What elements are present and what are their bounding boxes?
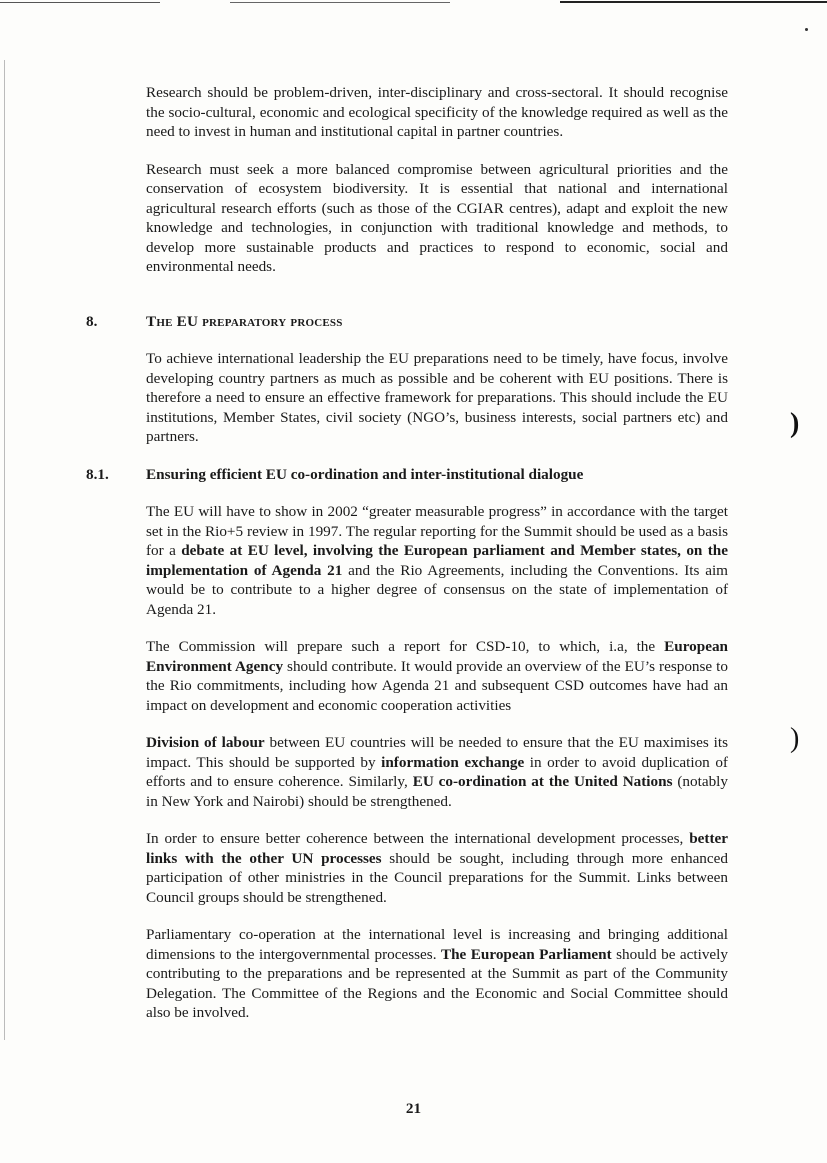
- emphasis-text: Division of labour: [146, 734, 265, 751]
- emphasis-text: better links with the other UN processes: [146, 830, 728, 867]
- document-body: [86, 83, 728, 1023]
- section-number: 8.: [86, 312, 98, 330]
- margin-bracket-mark: ): [790, 723, 800, 754]
- paragraph-international-leadership: To achieve international leadership the EU preparations need to be timely, have focus, involve developing country partners as much as possible and be coherent with EU positions. There is therefore a need to ensure an effective framework for preparations. This should include the EU institutions, Member States, civil society (NGO’s, business interests, social partners etc) and partners.: [146, 350, 728, 445]
- scan-speck: [805, 28, 808, 31]
- section-heading-8: [86, 312, 728, 332]
- emphasis-text: The European Parliament: [440, 945, 612, 963]
- page-number: 21: [405, 1100, 422, 1117]
- scan-edge-top-middle: [230, 2, 450, 3]
- emphasis-text: debate at EU level, involving the European parliament and Member states, on the implementation of Agenda 21: [146, 542, 728, 579]
- section-number: 8.1.: [86, 465, 109, 483]
- paragraph-commission-report: The Commission will prepare such a report for CSD-10, to which, i.a, the European Environment Agency should contribute. It would provide an overview of the EU’s response to the Rio commitments, including how Agenda 21 and subsequent CSD outcomes have had an impact on development and economic cooperation activities: [146, 638, 728, 714]
- paragraph-research-problem-driven: Research should be problem-driven, inter-disciplinary and cross-sectoral. It should recognise the socio-cultural, economic and ecological specificity of the knowledge required as well as the need to invest in human and institutional capital in partner countries.: [146, 84, 728, 140]
- emphasis-text: European Environment Agency: [146, 638, 728, 675]
- section-title: Ensuring efficient EU co-ordination and inter-institutional dialogue: [146, 465, 584, 483]
- emphasis-text: information exchange: [381, 753, 525, 771]
- scan-edge-left: [4, 60, 5, 1040]
- scan-edge-top-left: [0, 2, 160, 3]
- paragraph-division-of-labour: Division of labour between EU countries will be needed to ensure that the EU maximises its impact. This should be supported by information exchange in order to avoid duplication of efforts and to ensure coherence. Similarly, EU co-ordination at the United Nations (notably in New York and Nairobi) should be strengthened.: [146, 734, 728, 810]
- paragraph-better-coherence: In order to ensure better coherence between the international development processes, better links with the other UN processes should be sought, including through more enhanced participation of other ministries in the Council preparations for the Summit. Links between Council groups should be strengthened.: [146, 830, 728, 906]
- paragraph-parliamentary-cooperation: Parliamentary co-operation at the international level is increasing and bringing additional dimensions to the intergovernmental processes. The European Parliament should be actively contributing to the preparations and be represented at the Summit as part of the Community Delegation. The Committee of the Regions and the Economic and Social Committee should also be involved.: [146, 926, 728, 1021]
- section-heading-8-1: [86, 465, 728, 485]
- paragraph-greater-measurable-progress: The EU will have to show in 2002 “greater measurable progress” in accordance with the target set in the Rio+5 review in 1997. The regular reporting for the Summit should be used as a basis for a debate at EU level, involving the European parliament and Member states, on the implementation of Agenda 21 and the Rio Agreements, including the Conventions. Its aim would be to contribute to a higher degree of consensus on the state of implementation of Agenda 21.: [146, 503, 728, 618]
- emphasis-text: EU co-ordination at the United Nations: [412, 773, 673, 790]
- scan-edge-top-right: [560, 1, 827, 3]
- section-title: The EU preparatory process: [146, 312, 343, 330]
- paragraph-research-balanced-compromise: Research must seek a more balanced compromise between agricultural priorities and the conservation of ecosystem biodiversity. It is essential that national and international agricultural research efforts (such as those of the CGIAR centres), adapt and exploit the new knowledge and technologies, in conjunction with traditional knowledge and methods, to develop more sustainable products and practices to respond to economic, social and environmental needs.: [146, 160, 728, 275]
- margin-bracket-mark: ): [790, 408, 800, 439]
